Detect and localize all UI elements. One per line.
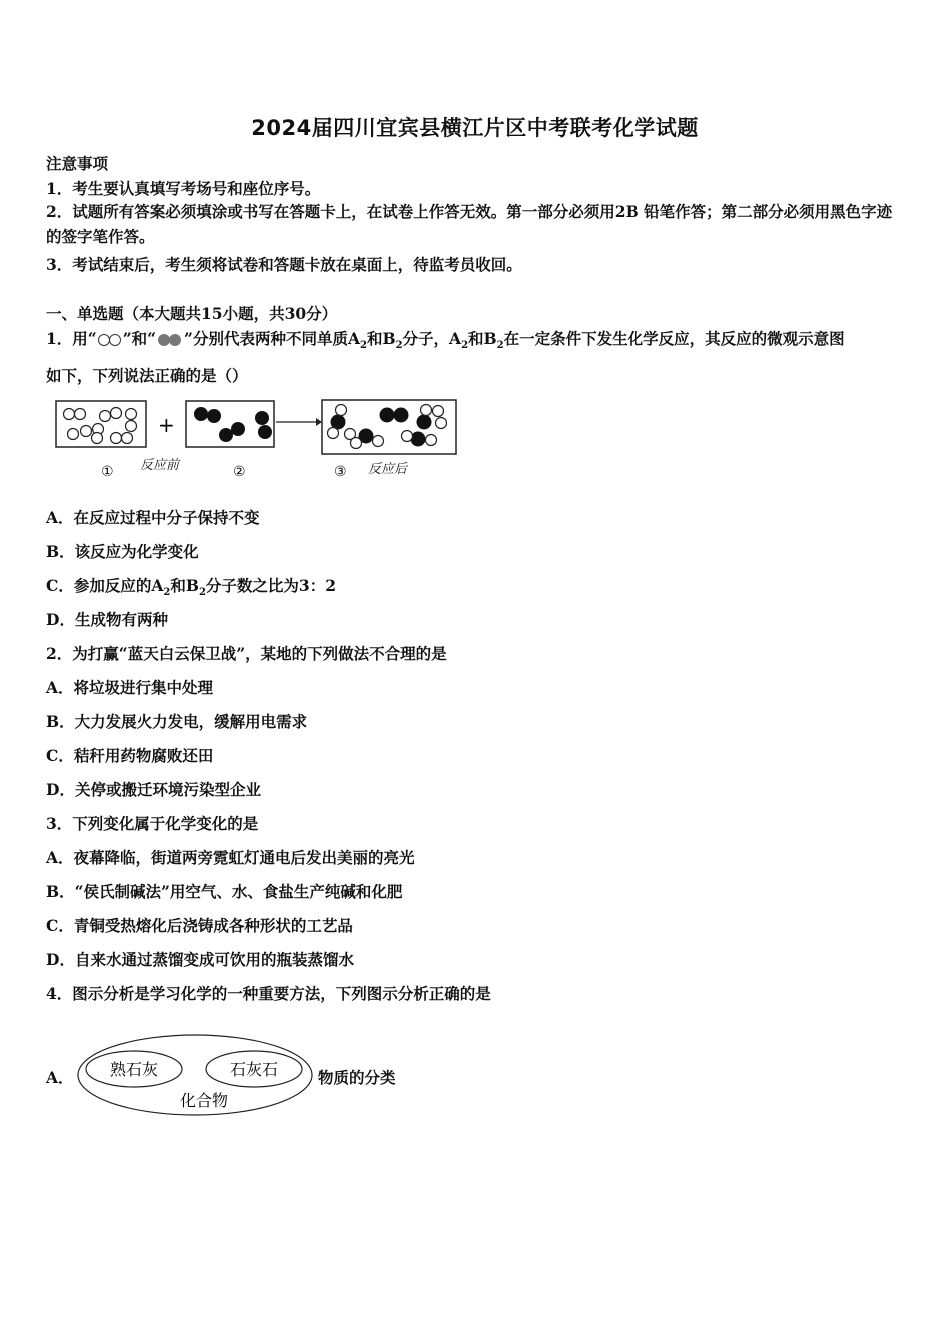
q1-option-c: C．参加反应的$A_2$和$B_2$分子数之比为3：2 xyxy=(46,576,336,599)
classification-diagram xyxy=(76,1033,316,1119)
caption-before: 反应前 xyxy=(140,458,180,473)
q3-option-c: C．青铜受热熔化后浇铸成各种形状的工艺品 xyxy=(46,916,353,935)
notice-item-3: 3．考试结束后，考生须将试卷和答题卡放在桌面上，待监考员收回。 xyxy=(46,255,522,274)
inner-label-2: 石灰石 xyxy=(229,1060,279,1079)
inner-label-1: 熟石灰 xyxy=(109,1060,159,1079)
q1-stem: 1．用“ ”和“ ”分别代表两种不同单质$A_2$和$B_2$分子，$A_2$和$B_2$在一定条件下发生化学反应，其反应的微观示意图 xyxy=(46,329,845,352)
section-heading: 一、单选题（本大题共15小题，共30分） xyxy=(46,304,338,323)
q4-stem: 4．图示分析是学习化学的一种重要方法，下列图示分析正确的是 xyxy=(46,984,491,1003)
q1-option-d: D．生成物有两种 xyxy=(46,610,168,629)
q1-option-a: A．在反应过程中分子保持不变 xyxy=(46,508,260,527)
q2-option-a: A．将垃圾进行集中处理 xyxy=(46,678,214,697)
q2-stem: 2．为打赢“蓝天白云保卫战”，某地的下列做法不合理的是 xyxy=(46,644,447,663)
reaction-diagram xyxy=(54,398,464,460)
q1-stem-line2: 如下，下列说法正确的是（） xyxy=(46,366,248,385)
q4-option-a-label: A． xyxy=(46,1068,74,1087)
outer-label: 化合物 xyxy=(179,1091,229,1110)
figure-label-3: ③ xyxy=(334,464,347,480)
q2-option-d: D．关停或搬迁环境污染型企业 xyxy=(46,780,261,799)
a2-molecule-icon xyxy=(97,333,123,347)
q3-option-b: B．“侯氏制碱法”用空气、水、食盐生产纯碱和化肥 xyxy=(46,882,403,901)
b2-molecule-icon xyxy=(156,333,184,347)
q1-option-b: B．该反应为化学变化 xyxy=(46,542,199,561)
q4-option-a-caption: 物质的分类 xyxy=(318,1068,396,1087)
q3-option-a: A．夜幕降临，街道两旁霓虹灯通电后发出美丽的亮光 xyxy=(46,848,415,867)
q2-option-c: C．秸秆用药物腐败还田 xyxy=(46,746,214,765)
page-title: 2024届四川宜宾县横江片区中考联考化学试题 xyxy=(251,116,699,140)
figure-label-1: ① xyxy=(101,464,114,480)
notice-item-1: 1．考生要认真填写考场号和座位序号。 xyxy=(46,179,321,198)
q3-stem: 3．下列变化属于化学变化的是 xyxy=(46,814,259,833)
notice-item-2: 2．试题所有答案必须填涂或书写在答题卡上，在试卷上作答无效。第一部分必须用2B 铅笔作答；第二部分必须用黑色字迹的签字笔作答。 xyxy=(46,202,893,246)
q2-option-b: B．大力发展火力发电，缓解用电需求 xyxy=(46,712,308,731)
notice-heading: 注意事项 xyxy=(46,154,109,173)
caption-after: 反应后 xyxy=(368,462,408,477)
plus-sign: + xyxy=(158,413,175,437)
q3-option-d: D．自来水通过蒸馏变成可饮用的瓶装蒸馏水 xyxy=(46,950,354,969)
figure-label-2: ② xyxy=(233,464,246,480)
